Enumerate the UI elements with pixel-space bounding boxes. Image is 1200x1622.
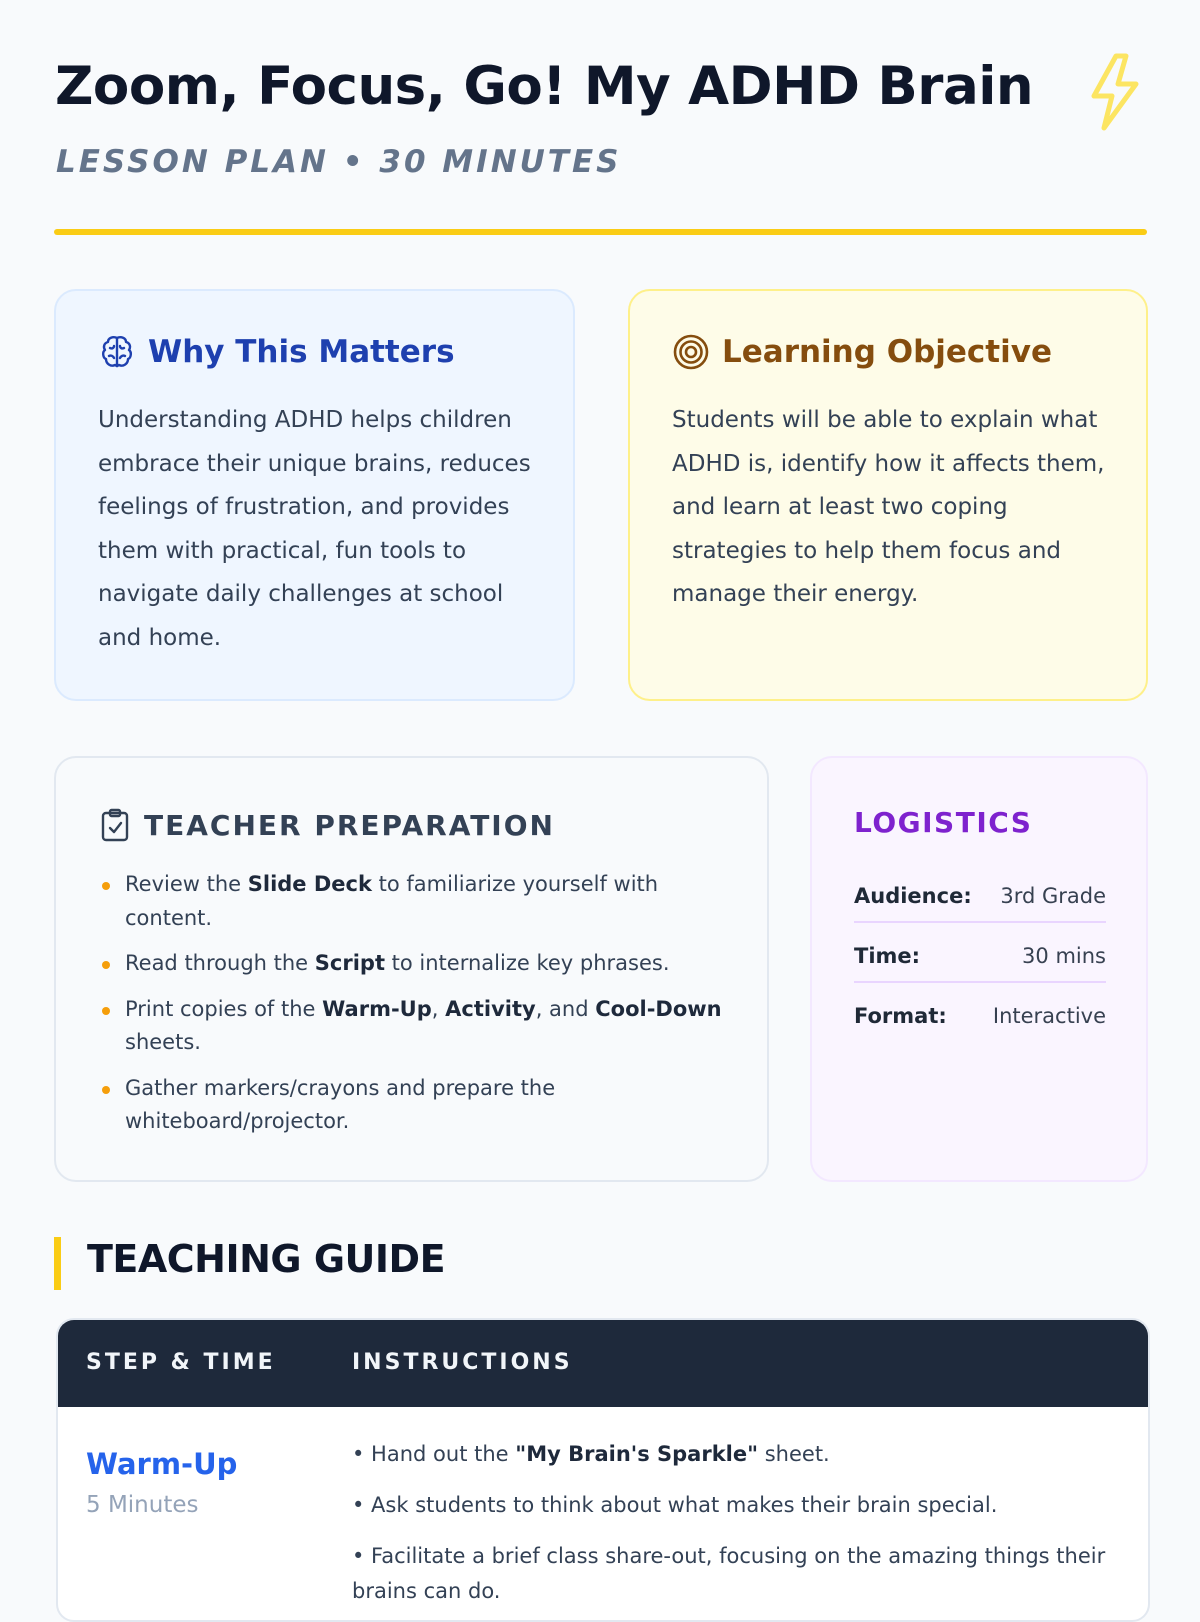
why-this-matters-card	[54, 289, 575, 701]
logistics-row-time	[854, 921, 1106, 981]
objective-card-header	[672, 333, 1052, 371]
why-card-title: Why This Matters	[148, 334, 455, 370]
header-divider	[54, 229, 1147, 235]
step-time: 5 Minutes	[86, 1492, 199, 1518]
why-card-header	[98, 333, 455, 371]
prep-card-header	[100, 808, 555, 842]
teaching-guide-table	[56, 1318, 1150, 1622]
logistics-row-audience	[854, 863, 1106, 921]
logistics-label: Audience:	[854, 884, 972, 908]
prep-item: Gather markers/crayons and prepare the whiteboard/projector.	[100, 1072, 727, 1139]
column-header-step: STEP & TIME	[86, 1350, 276, 1375]
objective-card-title: Learning Objective	[722, 334, 1052, 370]
step-name: Warm-Up	[86, 1447, 238, 1481]
logistics-card	[810, 756, 1148, 1182]
logistics-label: Time:	[854, 944, 921, 968]
target-icon	[672, 333, 710, 371]
instruction-item: • Ask students to think about what makes their brain special.	[352, 1493, 998, 1517]
teaching-guide-title: TEACHING GUIDE	[87, 1237, 446, 1281]
lightning-bolt-icon	[1082, 52, 1144, 132]
logistics-row-format	[854, 981, 1106, 1041]
page-title: Zoom, Focus, Go! My ADHD Brain	[55, 56, 1034, 117]
instruction-item: • Hand out the "My Brain's Sparkle" sheet.	[352, 1442, 830, 1466]
logistics-value: 30 mins	[1022, 944, 1106, 968]
prep-list	[100, 868, 727, 1151]
table-row	[58, 1407, 1148, 1620]
prep-item: Review the Slide Deck to familiarize yourself with content.	[100, 868, 727, 935]
instruction-list	[352, 1437, 1108, 1622]
logistics-value: Interactive	[992, 1004, 1106, 1028]
prep-item: Read through the Script to internalize key phrases.	[100, 947, 727, 981]
learning-objective-card	[628, 289, 1148, 701]
brain-icon	[98, 333, 136, 371]
logistics-table	[854, 863, 1106, 1041]
section-accent-bar	[54, 1237, 61, 1290]
instruction-item: • Facilitate a brief class share-out, focusing on the amazing things their brains can do.	[352, 1544, 1106, 1603]
teacher-preparation-card	[54, 756, 769, 1182]
logistics-label: Format:	[854, 1004, 947, 1028]
prep-card-title: TEACHER PREPARATION	[144, 808, 555, 842]
column-header-instructions: INSTRUCTIONS	[352, 1350, 573, 1375]
logistics-title: LOGISTICS	[854, 806, 1033, 839]
objective-card-body: Students will be able to explain what ADHD is, identify how it affects them, and learn at least two coping strategies to help them focus and manage their energy.	[672, 407, 1105, 607]
clipboard-check-icon	[100, 808, 130, 842]
logistics-value: 3rd Grade	[1000, 884, 1106, 908]
page-subtitle: LESSON PLAN • 30 MINUTES	[56, 144, 622, 180]
table-header	[58, 1320, 1148, 1407]
why-card-body: Understanding ADHD helps children embrace their unique brains, reduces feelings of frustration, and provides them with practical, fun tools to navigate daily challenges at school and home.	[98, 407, 531, 651]
prep-item: Print copies of the Warm-Up, Activity, and Cool-Down sheets.	[100, 993, 727, 1060]
